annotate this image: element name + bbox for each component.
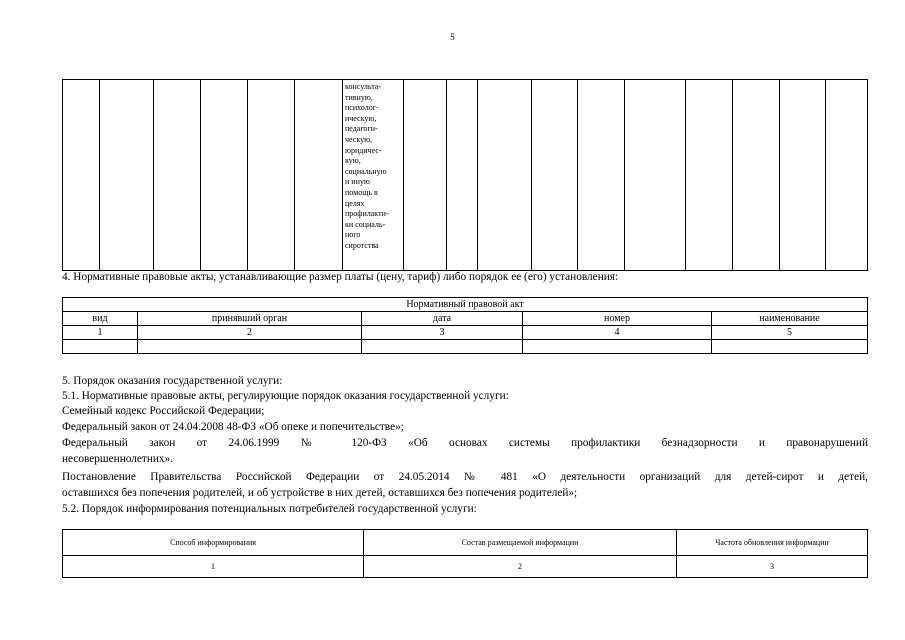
column-header-content: Состав размещаемой информации <box>364 530 677 556</box>
service-description-cell <box>343 80 404 271</box>
service-description-line: кую, <box>345 156 361 166</box>
service-description-line: сиротства <box>345 240 379 250</box>
informing-table <box>62 529 868 578</box>
table-cell <box>404 80 447 271</box>
service-description-line: педагоги- <box>345 124 378 134</box>
table-cell <box>154 80 201 271</box>
column-header-type: вид <box>63 312 138 326</box>
act-law-120-line1: Федеральный закон от 24.06.1999 № 120-ФЗ «Об основах системы профилактики безнадзорности и правонарушений <box>62 437 868 449</box>
act-family-code: Семейный кодекс Российской Федерации; <box>62 405 265 417</box>
column-header-authority: принявший орган <box>138 312 362 326</box>
service-description-line: целях <box>345 198 365 208</box>
service-description-line: профилакти- <box>345 209 389 219</box>
service-description-line: ного <box>345 230 361 240</box>
column-number: 2 <box>138 326 362 340</box>
table-cell <box>532 80 578 271</box>
table-cell <box>780 80 826 271</box>
column-header-name: наименование <box>712 312 868 326</box>
column-number: 4 <box>523 326 712 340</box>
act-decree-line1: Постановление Правительства Российской Федерации от 24.05.2014 № 481 «О деятельности организаций для детей-сирот и детей, <box>62 471 868 483</box>
column-number: 2 <box>364 556 677 578</box>
section-5-2-heading: 5.2. Порядок информирования потенциальных потребителей государственной услуги: <box>62 503 477 515</box>
section-5-1-heading: 5.1. Нормативные правовые акты, регулирующие порядок оказания государственной услуги: <box>62 390 509 402</box>
column-header-frequency: Частота обновления информации <box>677 530 868 556</box>
service-description-line: тивную, <box>345 92 373 102</box>
service-description-line: психолог- <box>345 103 379 113</box>
table-cell <box>447 80 478 271</box>
service-description-line: и иную <box>345 177 370 187</box>
column-number: 5 <box>712 326 868 340</box>
continuation-table <box>62 79 868 271</box>
table-cell <box>248 80 295 271</box>
service-description-line: помощь в <box>345 187 378 197</box>
table-cell <box>63 80 100 271</box>
act-law-48: Федеральный закон от 24.04.2008 48-ФЗ «Об опеке и попечительстве»; <box>62 421 404 433</box>
service-description-line: социальную <box>345 166 387 176</box>
table-cell <box>478 80 532 271</box>
empty-cell <box>712 340 868 354</box>
act-law-120-line2: несовершеннолетних». <box>62 453 174 465</box>
page-number: 5 <box>450 32 455 42</box>
empty-cell <box>63 340 138 354</box>
table-cell <box>625 80 686 271</box>
table-cell <box>733 80 780 271</box>
table-cell <box>578 80 625 271</box>
column-header-date: дата <box>362 312 523 326</box>
column-number: 3 <box>362 326 523 340</box>
service-description-line: ческую, <box>345 134 373 144</box>
column-header-number: номер <box>523 312 712 326</box>
section-5-heading: 5. Порядок оказания государственной услуги: <box>62 375 283 387</box>
table-cell <box>100 80 154 271</box>
table-cell <box>295 80 343 271</box>
column-number: 1 <box>63 326 138 340</box>
empty-cell <box>138 340 362 354</box>
empty-cell <box>523 340 712 354</box>
column-number: 3 <box>677 556 868 578</box>
service-description-line: юридичес- <box>345 145 382 155</box>
table-cell <box>686 80 733 271</box>
section-4-heading: 4. Нормативные правовые акты, устанавливающие размер платы (цену, тариф) либо порядок ее (его) установления: <box>62 271 619 283</box>
service-description-line: ическую, <box>345 113 377 123</box>
table-cell <box>201 80 248 271</box>
column-header-method: Способ информирования <box>63 530 364 556</box>
table-group-header: Нормативный правовой акт <box>63 298 868 312</box>
service-description-line: консульта- <box>345 82 381 91</box>
act-decree-line2: оставшихся без попечения родителей, и об устройстве в них детей, оставшихся без попечения родителей»; <box>62 487 578 499</box>
column-number: 1 <box>63 556 364 578</box>
service-description-line: ки социаль- <box>345 219 386 229</box>
normative-acts-table <box>62 297 868 354</box>
table-cell <box>826 80 868 271</box>
empty-cell <box>362 340 523 354</box>
